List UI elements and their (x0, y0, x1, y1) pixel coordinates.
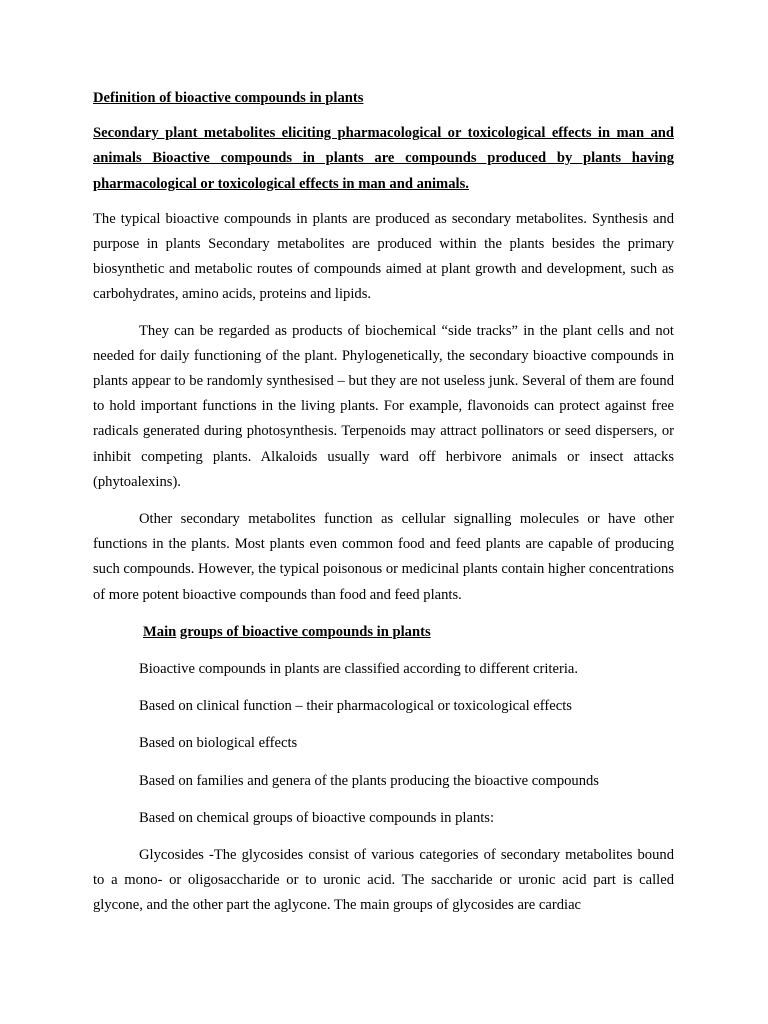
heading-main-groups (143, 620, 674, 645)
list-item-biological-effects: Based on biological effects (139, 735, 298, 752)
document-page (93, 86, 674, 930)
paragraph-other-metabolites: Other secondary metabolites function as cellular signalling molecules or have other functions in the plants. Most plants even common food and feed plants are capable of producing such compounds. However, the typical poisonous or medicinal plants contain higher concentrations of more potent bioactive compounds than food and feed plants. (93, 511, 674, 603)
intro-bold-paragraph: Secondary plant metabolites eliciting pharmacological or toxicological effects in man and animals Bioactive compounds in plants are compounds produced by plants having pharmacological or toxicological effects in man and animals. (93, 125, 674, 192)
list-item-chemical-groups: Based on chemical groups of bioactive compounds in plants: (139, 809, 495, 826)
paragraph-glycosides: Glycosides -The glycosides consist of various categories of secondary metabolites bound to a mono- or oligosaccharide or to uronic acid. The saccharide or uronic acid part is called glycone, and the other part the aglycone. The main groups of glycosides are cardiac (93, 847, 674, 914)
heading-definition: Definition of bioactive compounds in plants (93, 90, 364, 106)
paragraph-side-tracks: They can be regarded as products of biochemical “side tracks” in the plant cells and not needed for daily functioning of the plant. Phylogenetically, the secondary bioactive compounds in plants appear to be randomly synthesised – but they are not useless junk. Several of them are found to hold important functions in the living plants. For example, flavonoids can protect against free radicals generated during photosynthesis. Terpenoids may attract pollinators or seed dispersers, or inhibit competing plants. Alkaloids usually ward off herbivore animals or insect attacks (phytoalexins). (93, 322, 674, 490)
heading-main-word: Main (143, 623, 177, 640)
paragraph-secondary-metabolites: The typical bioactive compounds in plants are produced as secondary metabolites. Synthesis and purpose in plants Secondary metabolites are produced within the plants besides the primary biosynthetic and metabolic routes of compounds aimed at plant growth and development, such as carbohydrates, amino acids, proteins and lipids. (93, 210, 674, 303)
list-item-families-genera: Based on families and genera of the plants producing the bioactive compounds (139, 772, 599, 789)
list-item-classification: Bioactive compounds in plants are classified according to different criteria. (139, 661, 579, 678)
heading-main-rest: groups of bioactive compounds in plants (179, 623, 431, 640)
list-item-clinical-function: Based on clinical function – their pharmacological or toxicological effects (139, 698, 572, 715)
